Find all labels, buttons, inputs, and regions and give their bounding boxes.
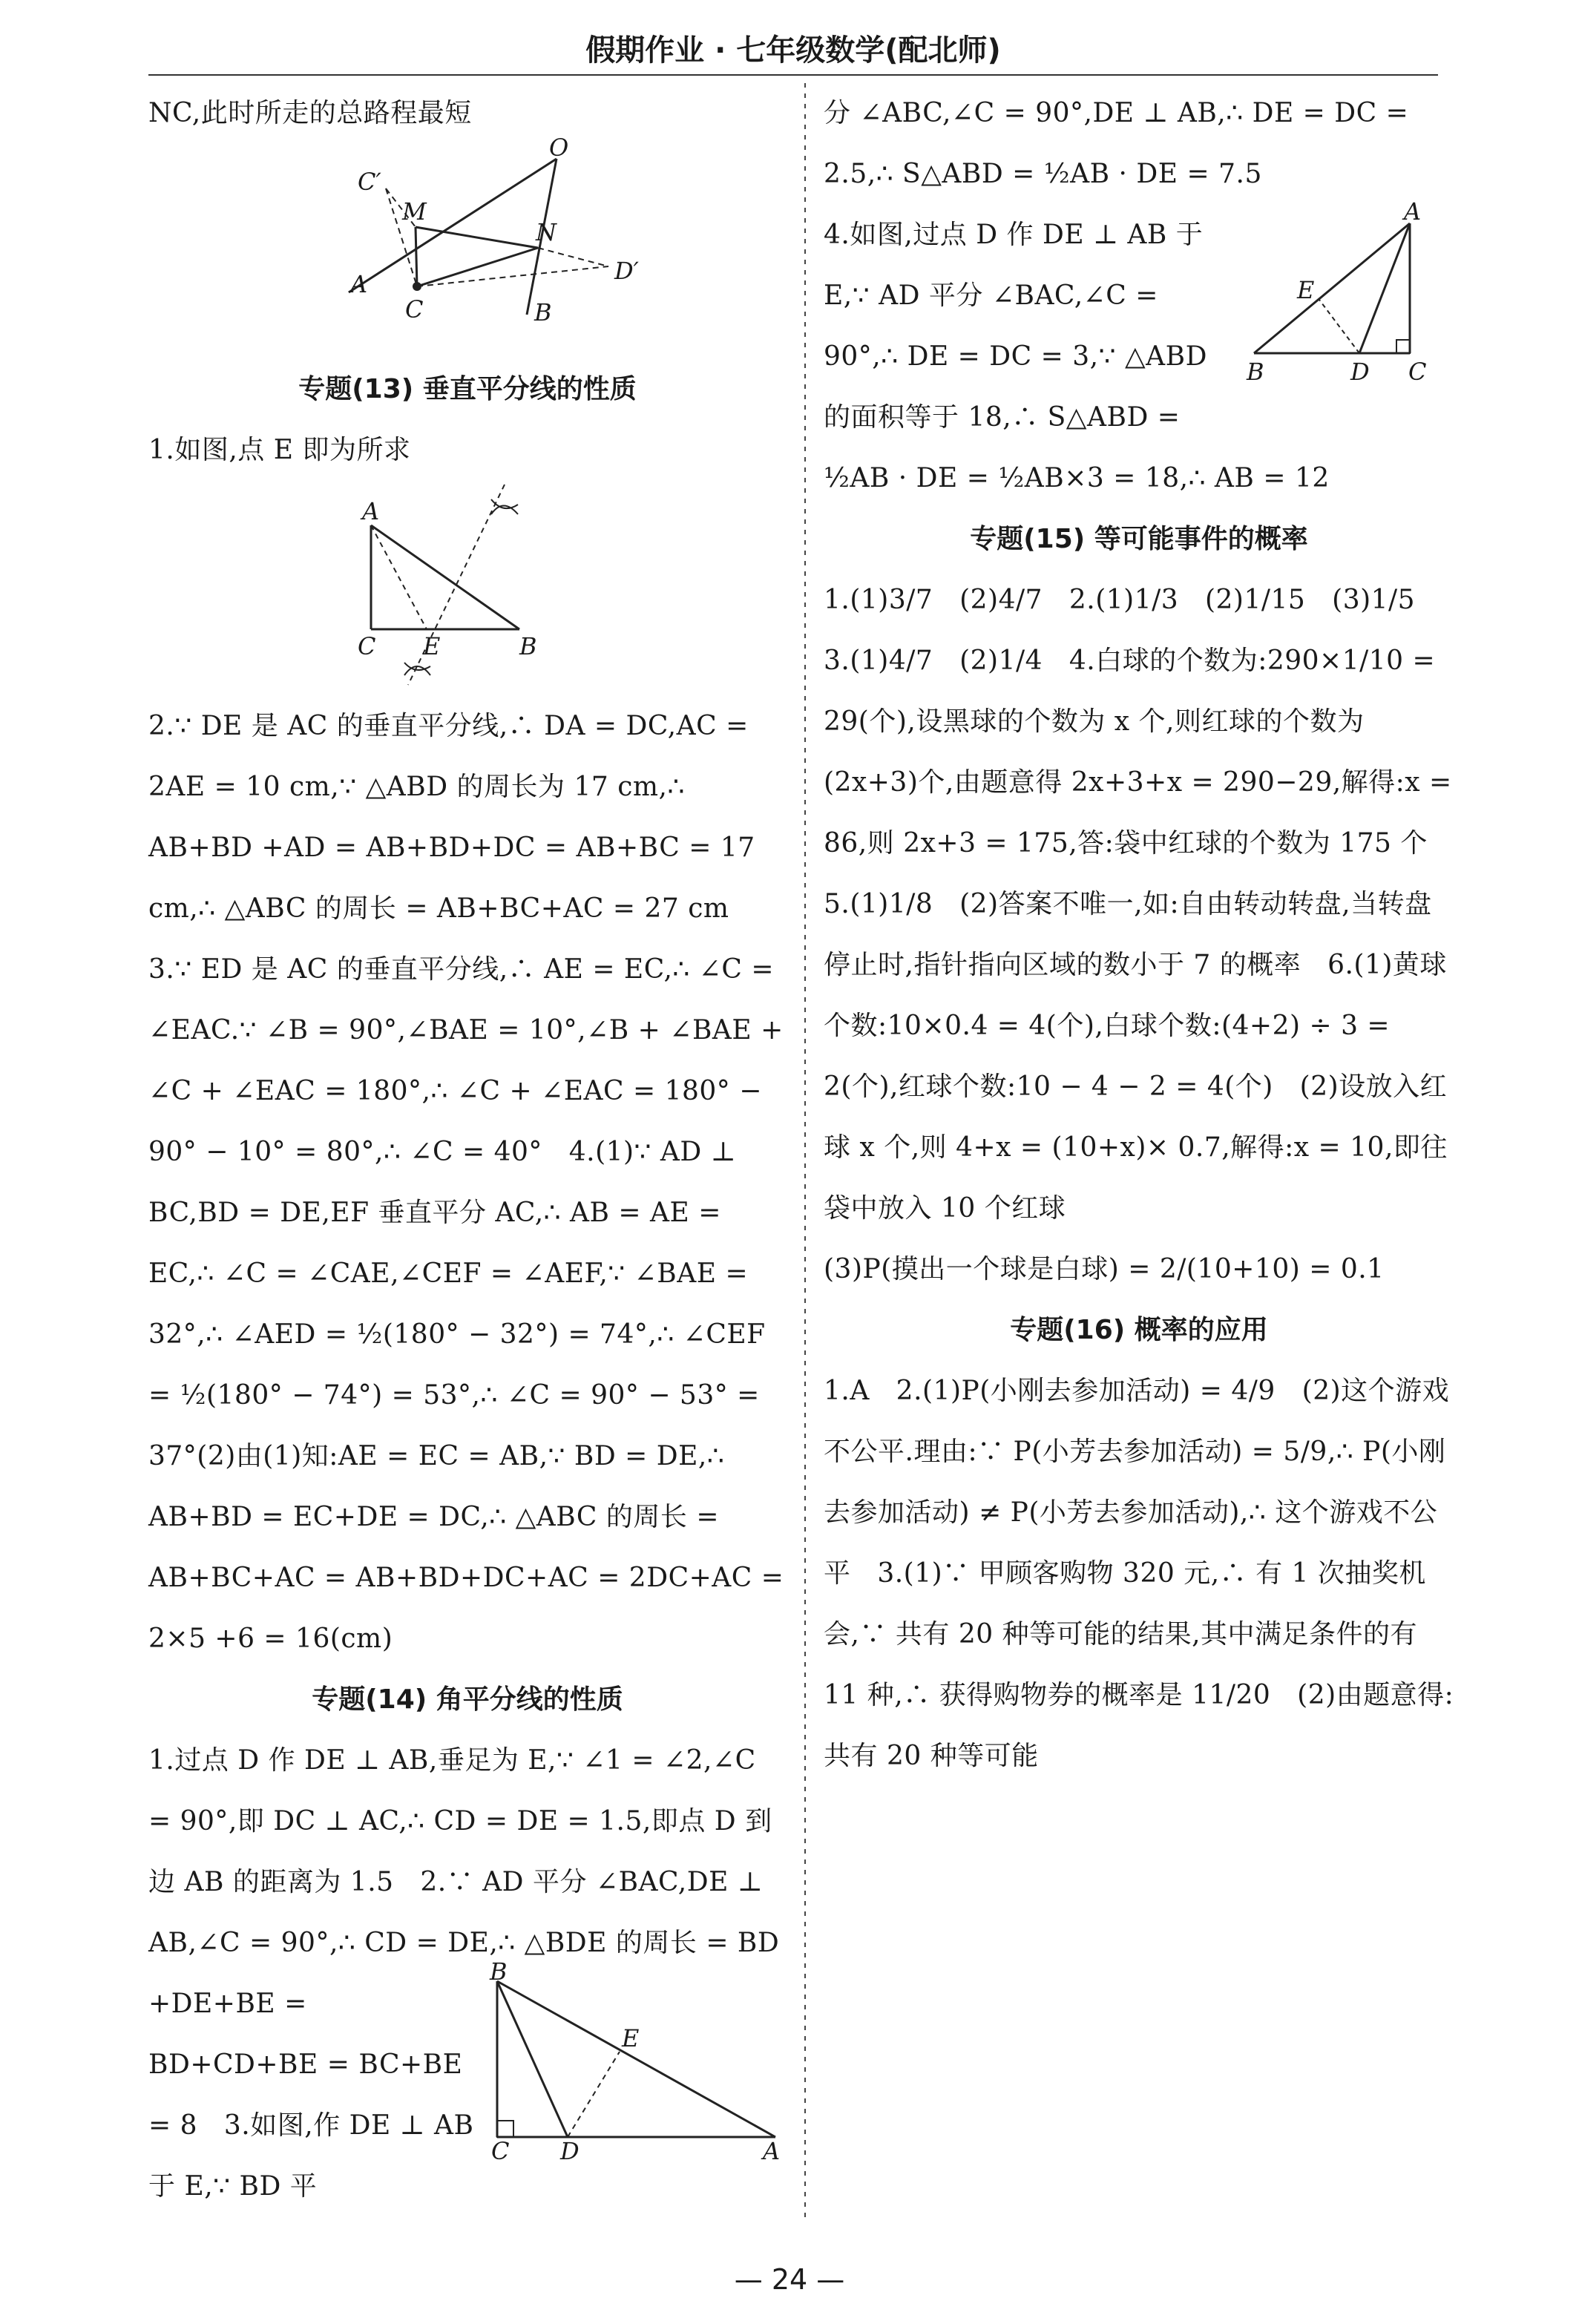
fig0-label: C <box>405 295 424 324</box>
fig1-label: E <box>423 632 441 660</box>
paragraph-8: 3.(1)4/7 (2)1/4 4.白球的个数为:290×1/10 = 29(个),设黑球的个数为 x 个,则红球的个数为(2x+3)个,由题意得 2x+3+x = 290−29,解得:x = 86,则 2x+3 = 175,答:袋中红球的个数为 175 个 <box>824 646 1461 859</box>
figure-perpendicular-bisector <box>319 481 616 696</box>
fig2-label: D <box>560 2137 580 2165</box>
paragraph-10: (3)P(摸出一个球是白球) = 2/(10+10) = 0.1 <box>824 1254 1385 1284</box>
fig0-label: O <box>549 134 569 162</box>
paragraph-4: +DE+BE = BD+CD+BE = BC+BE = 8 3.如图,作 DE ⊥ AB 于 E,∵ BD 平 <box>148 1989 483 2202</box>
paragraph-2: 2.∵ DE 是 AC 的垂直平分线,∴ DA = DC,AC = 2AE = 10 cm,∵ △ABD 的周长为 17 cm,∴ AB+BD +AD = AB+BD+DC = AB+BC = 17 cm,∴ △ABC 的周长 = AB+BC+AC = 27 cm 3.∵ ED 是 AC 的垂直平分线,∴ AE = EC,∴ ∠C = ∠EAC.∵ ∠B = 90°,∠BAE = 10°,∠B + ∠BAE + ∠C + ∠EAC = 180°,∴ ∠C + ∠EAC = 180° − 90° − 10° = 80°,∴ ∠C = 40° 4.(1)∵ AD ⊥ BC,BD = DE,EF 垂直平分 AC,∴ AB = AE = EC,∴ ∠C = ∠CAE,∠CEF = ∠AEF,∵ ∠BAE = 32°,∴ ∠AED = ½(180° − 32°) = 74°,∴ ∠CEF = ½(180° − 74°) = 53°,∴ ∠C = 90° − 53° = 37°(2)由(1)知:AE = EC = AB,∵ BD = DE,∴ AB+BD = EC+DE = DC,∴ △ABC 的周长 = AB+BC+AC = AB+BD+DC+AC = 2DC+AC = 2×5 +6 = 16(cm) <box>148 711 793 1654</box>
figure-block-2 <box>148 1957 787 2217</box>
paragraph-5: 分 ∠ABC,∠C = 90°,DE ⊥ AB,∴ DE = DC = 2.5,∴ S△ABD = ½AB · DE = 7.5 <box>824 98 1418 189</box>
paragraph-9: 5.(1)1/8 (2)答案不唯一,如:自由转动转盘,当转盘停止时,指针指向区域的数小于 7 的概率 6.(1)黄球个数:10×0.4 = 4(个),白球个数:(4+2) ÷ 3 = 2(个),红球个数:10 − 4 − 2 = 4(个) (2)设放入红球 x 个,则 4+x = (10+x)× 0.7,解得:x = 10,即往袋中放入 10 个红球 <box>824 889 1448 1224</box>
column-divider <box>801 83 809 2220</box>
page-header: 假期作业 · 七年级数学(配北师) <box>585 33 1001 68</box>
paragraph-7: 1.(1)3/7 (2)4/7 2.(1)1/3 (2)1/15 (3)1/5 <box>824 585 1416 615</box>
fig1-label: B <box>519 632 537 660</box>
fig0-label: D′ <box>614 257 639 285</box>
fig2-label: E <box>622 2024 640 2052</box>
fig1-label: C <box>358 632 376 660</box>
fig0-label: C′ <box>358 168 381 196</box>
fig3-label: E <box>1297 276 1315 304</box>
page-number: — 24 — <box>734 2263 845 2296</box>
section-heading-16: 专题(16) 概率的应用 <box>1010 1315 1268 1345</box>
figure-angle-bisector-left <box>482 1957 787 2165</box>
section-heading-15: 专题(15) 等可能事件的概率 <box>970 524 1308 554</box>
paragraph-6: 4.如图,过点 D 作 DE ⊥ AB 于 E,∵ AD 平分 ∠BAC,∠C = 90°,∴ DE = DC = 3,∵ △ABD 的面积等于 18,∴ S△ABD = ½AB · DE = ½AB×3 = 18,∴ AB = 12 <box>824 220 1330 493</box>
fig2-label: C <box>491 2137 510 2165</box>
fig3-label: C <box>1408 358 1427 386</box>
paragraph-1: 1.如图,点 E 即为所求 <box>148 435 411 465</box>
paragraph-0: NC,此时所走的总路程最短 <box>148 98 472 128</box>
figure-block-3 <box>824 197 1454 509</box>
figure-shortest-path <box>275 134 660 359</box>
fig2-label: B <box>490 1957 508 1986</box>
fig3-label: A <box>1404 197 1422 226</box>
fig3-label: B <box>1247 358 1264 386</box>
left-column <box>148 83 793 2217</box>
paragraph-11: 1.A 2.(1)P(小刚去参加活动) = 4/9 (2)这个游戏不公平.理由:∵ P(小芳去参加活动) = 5/9,∴ P(小刚去参加活动) ≠ P(小芳去参加活动),∴ 这个游戏不公平 3.(1)∵ 甲顾客购物 320 元,∴ 有 1 次抽奖机会,∵ 共有 20 种等可能的结果,其中满足条件的有 11 种,∴ 获得购物券的概率是 11/20 (2)由题意得:共有 20 种等可能 <box>824 1376 1454 1771</box>
figure-angle-bisector-right <box>1239 197 1454 398</box>
header-rule <box>148 74 1438 76</box>
fig0-label: M <box>402 197 427 226</box>
fig1-label: A <box>362 497 380 525</box>
fig2-label: A <box>763 2137 781 2165</box>
fig3-label: D <box>1350 358 1370 386</box>
fig0-label: A <box>350 270 368 298</box>
fig0-label: B <box>534 298 552 326</box>
section-heading-14: 专题(14) 角平分线的性质 <box>312 1684 623 1715</box>
fig0-label: N <box>536 218 557 246</box>
paragraph-3: 1.过点 D 作 DE ⊥ AB,垂足为 E,∵ ∠1 = ∠2,∠C = 90°,即 DC ⊥ AC,∴ CD = DE = 1.5,即点 D 到边 AB 的距离为 1.5 2.∵ AD 平分 ∠BAC,DE ⊥ AB,∠C = 90°,∴ CD = DE,∴ △BDE 的周长 = BD <box>148 1745 780 1958</box>
section-heading-13: 专题(13) 垂直平分线的性质 <box>298 374 637 404</box>
right-column <box>824 83 1461 1787</box>
